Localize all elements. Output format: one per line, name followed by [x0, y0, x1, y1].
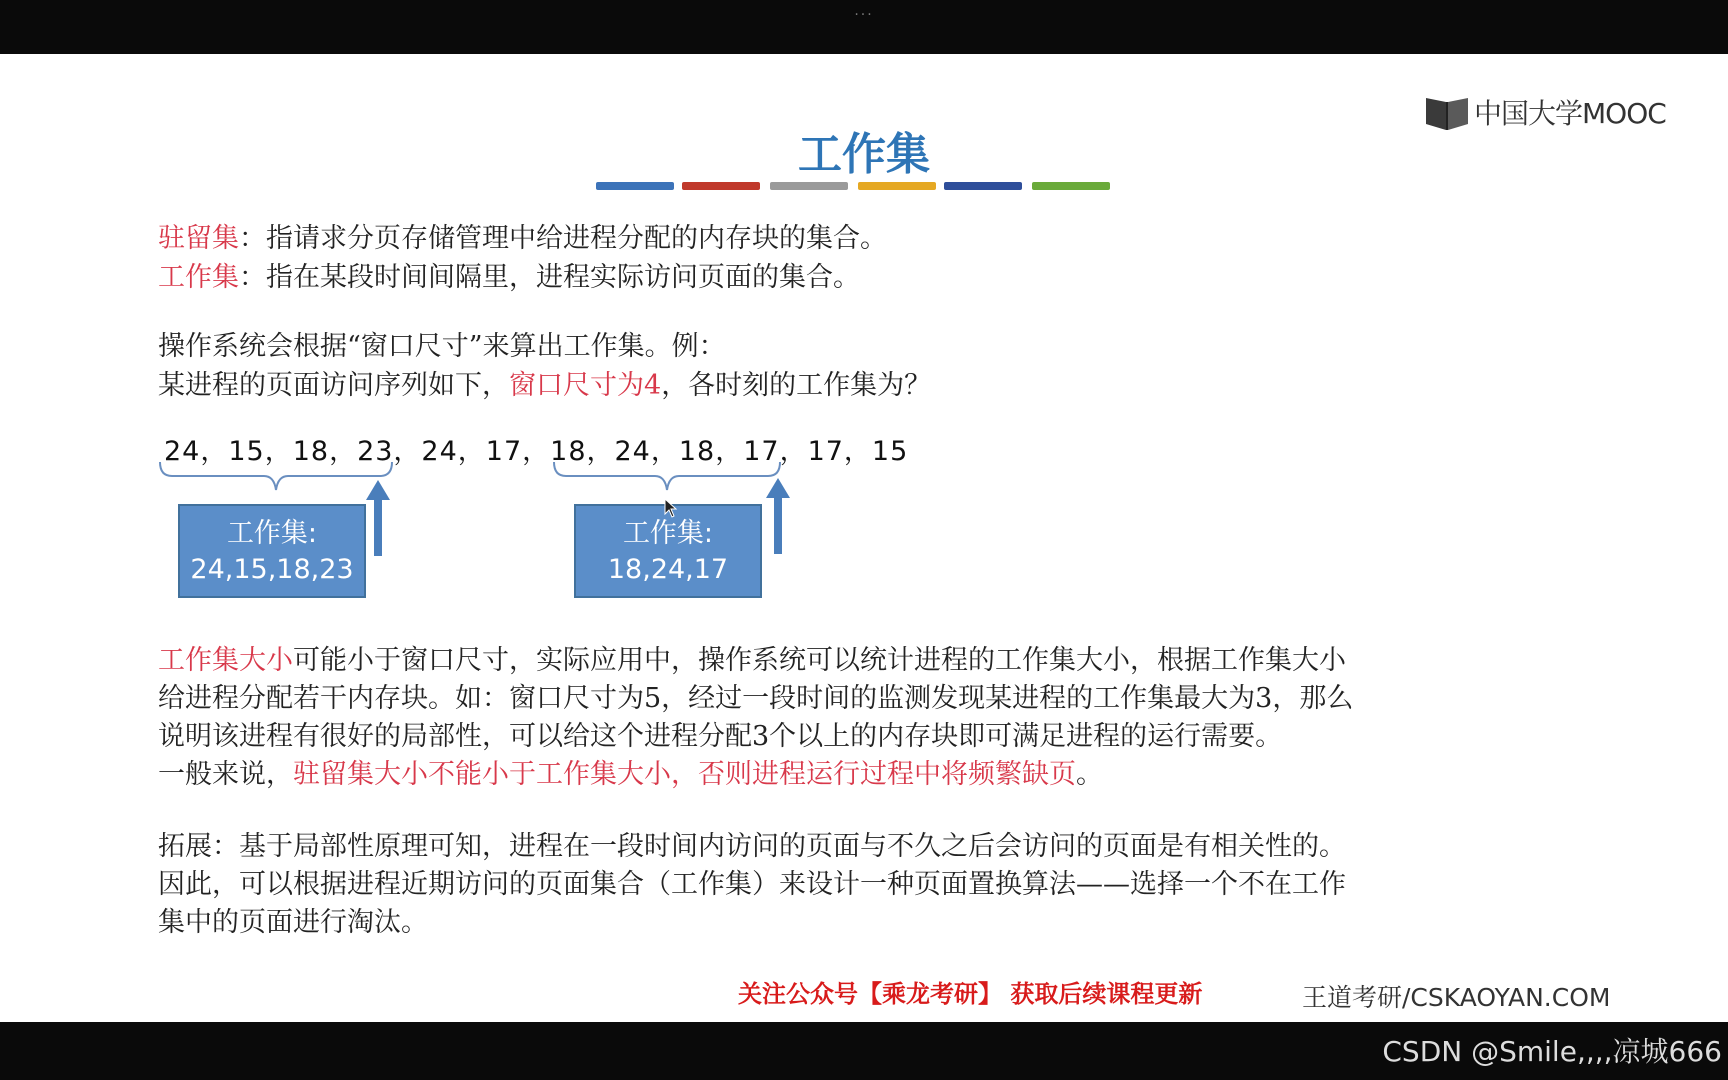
up-arrow-2 [764, 476, 792, 556]
footer-site: 王道考研/CSKAOYAN.COM [1302, 983, 1611, 1012]
page-access-sequence: 24，15，18，23，24，17，18，24，18，17，17，15 [164, 436, 909, 467]
slide [0, 54, 1728, 1022]
para2-line-1 [158, 642, 1346, 680]
term-working-set: 工作集 [158, 262, 239, 293]
color-strip-4 [858, 182, 936, 190]
resident-set-rule: 驻留集大小不能小于工作集大小，否则进程运行过程中将频繁缺页 [293, 759, 1076, 790]
brace-window-2 [552, 460, 782, 500]
working-set-box-2-label: 工作集: [622, 518, 714, 549]
working-set-box-1-label: 工作集: [226, 518, 318, 549]
definition-working-set [158, 259, 860, 297]
window-size-highlight: 窗口尺寸为4 [509, 370, 662, 401]
brace-window-1 [158, 460, 394, 500]
mouse-cursor-icon [664, 498, 678, 518]
color-strip-2 [682, 182, 760, 190]
footer-promo: 关注公众号【乘龙考研】 获取后续课程更新 [738, 980, 1203, 1008]
slide-title: 工作集 [798, 129, 930, 180]
para2-line-4 [158, 756, 1103, 794]
working-set-box-2-value: 18,24,17 [607, 554, 729, 585]
para3-line-2: 因此，可以根据进程近期访问的页面集合（工作集）来设计一种页面置换算法——选择一个不在工作 [158, 869, 1346, 900]
mooc-logo-text: 中国大学MOOC [1474, 97, 1666, 130]
working-set-box-2 [574, 504, 762, 598]
example-line-2-suffix: ，各时刻的工作集为？ [661, 370, 932, 401]
color-strip-5 [944, 182, 1022, 190]
up-arrow-1 [364, 478, 392, 558]
para2-line-4-suffix: 。 [1076, 759, 1103, 790]
example-line-2-prefix: 某进程的页面访问序列如下， [158, 370, 509, 401]
color-strip-6 [1032, 182, 1110, 190]
definition-resident-set [158, 220, 887, 258]
working-set-box-1-value: 24,15,18,23 [190, 554, 354, 585]
para3-line-1: 拓展：基于局部性原理可知，进程在一段时间内访问的页面与不久之后会访问的页面是有相关性的。 [158, 831, 1346, 862]
color-strip-1 [596, 182, 674, 190]
para2-line-3: 说明该进程有很好的局部性，可以给这个进程分配3个以上的内存块即可满足进程的运行需要。 [158, 721, 1283, 752]
top-bar [0, 0, 1728, 54]
def-resident-set-text: ：指请求分页存储管理中给进程分配的内存块的集合。 [239, 223, 887, 254]
para2-line-2: 给进程分配若干内存块。如：窗口尺寸为5，经过一段时间的监测发现某进程的工作集最大为3，那么 [158, 683, 1354, 714]
color-strip-3 [770, 182, 848, 190]
working-set-size-term: 工作集大小 [158, 645, 293, 676]
window-menu-dots[interactable]: ··· [854, 7, 874, 23]
para2-line-1-rest: 可能小于窗口尺寸，实际应用中，操作系统可以统计进程的工作集大小，根据工作集大小 [293, 645, 1346, 676]
def-working-set-text: ：指在某段时间间隔里，进程实际访问页面的集合。 [239, 262, 860, 293]
para3-line-3: 集中的页面进行淘汰。 [158, 907, 428, 938]
csdn-watermark: CSDN @Smile,,,,凉城666 [1382, 1035, 1722, 1068]
example-line-2 [158, 367, 931, 405]
para2-line-4-prefix: 一般来说， [158, 759, 293, 790]
term-resident-set: 驻留集 [158, 223, 239, 254]
example-line-1: 操作系统会根据“窗口尺寸”来算出工作集。例： [158, 331, 726, 362]
working-set-box-1 [178, 504, 366, 598]
